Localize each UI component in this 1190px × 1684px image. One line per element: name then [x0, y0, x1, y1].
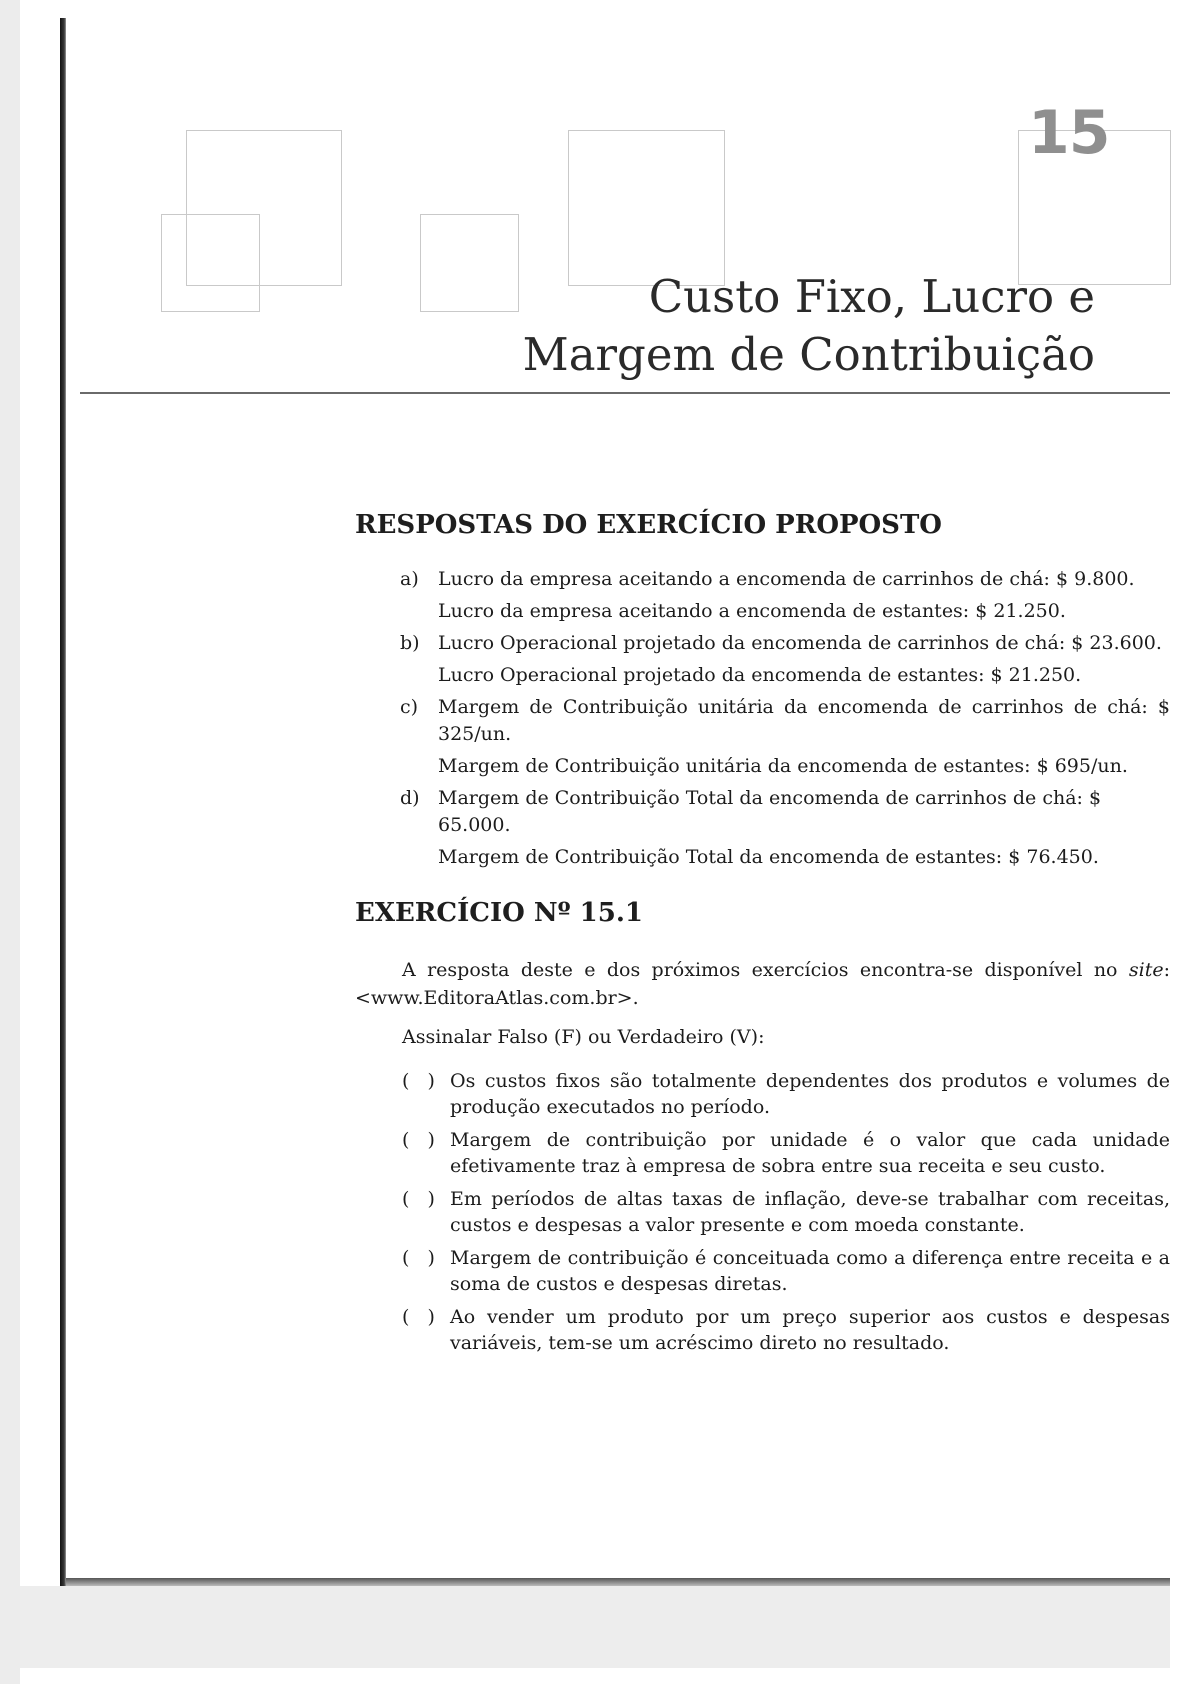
answer-checkbox[interactable]: ( ) — [402, 1070, 441, 1092]
intro-url: <www.EditoraAtlas.com.br>. — [355, 987, 639, 1009]
true-false-item — [402, 1304, 1170, 1356]
answer-letter: b) — [400, 632, 420, 654]
answer-checkbox[interactable]: ( ) — [402, 1306, 441, 1328]
true-false-item — [402, 1068, 1170, 1120]
answer-line: Margem de Contribuição Total da encomenda de estantes: $ 76.450. — [438, 846, 1099, 868]
intro-text: A resposta deste e dos próximos exercícios encontra-se disponível no — [402, 959, 1129, 981]
chapter-title-line: Margem de Contribuição — [522, 328, 1095, 381]
exercise-instruction: Assinalar Falso (F) ou Verdadeiro (V): — [402, 1026, 765, 1048]
answer-line: Margem de Contribuição Total da encomenda de carrinhos de chá: $ 65.000. — [438, 787, 1102, 836]
true-false-item — [402, 1127, 1170, 1179]
chapter-number: 15 — [1028, 98, 1110, 168]
decorative-square — [161, 214, 260, 312]
answer-item — [400, 694, 1170, 780]
scan-bottom-margin — [20, 1586, 1170, 1668]
answer-item — [400, 630, 1170, 689]
answer-checkbox[interactable]: ( ) — [402, 1129, 441, 1151]
answer-line: Lucro Operacional projetado da encomenda de estantes: $ 21.250. — [438, 664, 1082, 686]
answer-line: Margem de Contribuição unitária da encomenda de carrinhos de chá: $ 325/un. — [438, 696, 1170, 745]
scan-right-margin — [1170, 0, 1190, 1684]
answer-letter: a) — [400, 568, 419, 590]
book-spine-shadow — [60, 18, 66, 1588]
answers-list — [400, 566, 1170, 876]
true-false-item — [402, 1245, 1170, 1297]
answer-line: Lucro da empresa aceitando a encomenda de carrinhos de chá: $ 9.800. — [438, 568, 1135, 590]
answer-line: Lucro da empresa aceitando a encomenda de estantes: $ 21.250. — [438, 600, 1066, 622]
chapter-title-line: Custo Fixo, Lucro e — [648, 270, 1095, 323]
page-bottom-shadow — [66, 1578, 1170, 1586]
statement-text: Os custos fixos são totalmente dependentes dos produtos e volumes de produção executados no período. — [450, 1070, 1170, 1118]
intro-colon: : — [1163, 959, 1170, 981]
answer-letter: c) — [400, 696, 419, 718]
statement-text: Margem de contribuição é conceituada como a diferença entre receita e a soma de custos e despesas diretas. — [450, 1247, 1170, 1295]
answer-checkbox[interactable]: ( ) — [402, 1188, 441, 1210]
scan-left-margin — [0, 0, 20, 1684]
answers-heading: RESPOSTAS DO EXERCÍCIO PROPOSTO — [355, 510, 942, 540]
decorative-square — [568, 130, 725, 286]
exercise-intro — [355, 956, 1170, 1012]
answer-line: Margem de Contribuição unitária da encomenda de estantes: $ 695/un. — [438, 755, 1128, 777]
true-false-list — [402, 1068, 1170, 1363]
intro-site-word: site — [1128, 959, 1164, 981]
statement-text: Em períodos de altas taxas de inflação, deve-se trabalhar com receitas, custos e despesas a valor presente e com moeda constante. — [450, 1188, 1170, 1236]
statement-text: Margem de contribuição por unidade é o valor que cada unidade efetivamente traz à empresa de sobra entre sua receita e seu custo. — [450, 1129, 1170, 1177]
scan-top-margin — [0, 0, 1190, 18]
chapter-title — [523, 268, 1095, 384]
exercise-heading: EXERCÍCIO Nº 15.1 — [355, 898, 643, 928]
title-divider — [80, 392, 1170, 394]
answer-line: Lucro Operacional projetado da encomenda de carrinhos de chá: $ 23.600. — [438, 632, 1162, 654]
answer-item — [400, 785, 1170, 871]
answer-item — [400, 566, 1170, 625]
answer-checkbox[interactable]: ( ) — [402, 1247, 441, 1269]
statement-text: Ao vender um produto por um preço superior aos custos e despesas variáveis, tem-se um acréscimo direto no resultado. — [450, 1306, 1170, 1354]
true-false-item — [402, 1186, 1170, 1238]
answer-letter: d) — [400, 787, 420, 809]
decorative-square — [420, 214, 519, 312]
